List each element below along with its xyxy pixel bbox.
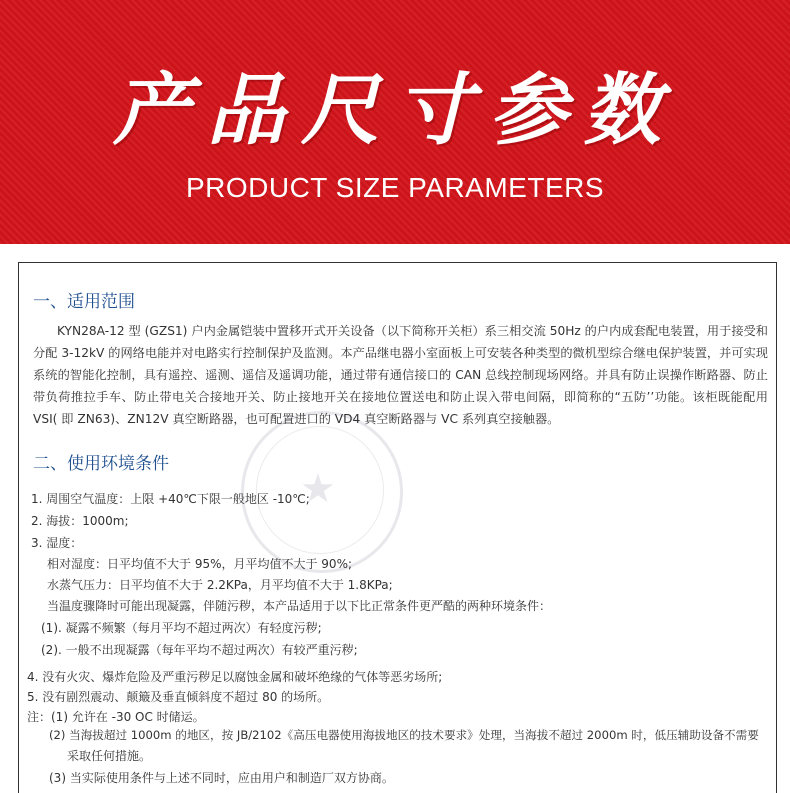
env-line-9: 4. 没有火灾、爆炸危险及严重污秽足以腐蚀金属和破坏绝缘的气体等恶劣场所; <box>27 670 443 684</box>
env-line-8: (2). 一般不出现凝露（每年平均不超过两次）有较严重污秽; <box>41 643 358 657</box>
env-line-1: 1. 周围空气温度：上限 +40℃下限一般地区 -10℃; <box>31 492 310 506</box>
env-line-4: 相对湿度：日平均值不大于 95%，月平均值不大于 90%; <box>47 557 353 571</box>
header-banner <box>0 0 790 244</box>
content-panel <box>18 262 777 793</box>
env-line-7: (1). 凝露不频繁（每月平均不超过两次）有轻度污秽; <box>41 621 322 635</box>
banner-title: 产品尺寸参数 <box>112 65 677 156</box>
env-line-3: 3. 湿度： <box>31 536 83 550</box>
section-heading-scope: 一、适用范围 <box>33 292 135 312</box>
env-line-5: 水蒸气压力：日平均值不大于 2.2KPa，月平均值不大于 1.8KPa; <box>47 578 393 592</box>
section-heading-environment: 二、使用环境条件 <box>33 454 169 474</box>
env-line-11: 注：(1) 允许在 -30 OC 时储运。 <box>27 710 205 724</box>
scope-paragraph: KYN28A-12 型 (GZS1) 户内金属铠装中置移开式开关设备（以下简称开关柜）系三相交流 50Hz 的户内成套配电装置，用于接受和分配 3-12kV 的网络电能并对电路实行控制保护及监测。本产品继电器小室面板上可安装各种类型的微机型综合继电保护装置，并可实现系统的智能化控制，具有遥控、遥测、遥信及遥调功能，通过带有通信接口的 CAN 总线控制现场网络。并具有防止误操作断路器、防止带负荷推拉手车、防止带电关合接地开关、防止接地开关在接地位置送电和防止误入带电间隔，即简称的“五防’’功能。该柜既能配用 VSI( 即 ZN63)、ZN12V 真空断路器，也可配置进口的 VD4 真空断路器与 VC 系列真空接触器。 <box>33 324 768 426</box>
env-line-10: 5. 没有剧烈震动、颠簸及垂直倾斜度不超过 80 的场所。 <box>27 690 330 704</box>
env-line-6: 当温度骤降时可能出现凝露，伴随污秽，本产品适用于以下比正常条件更严酷的两种环境条件： <box>47 599 552 613</box>
env-line-2: 2. 海拔：1000m; <box>31 514 129 528</box>
env-line-14: (3) 当实际使用条件与上述不同时，应由用户和制造厂双方协商。 <box>49 771 394 785</box>
watermark-seal: ★ <box>241 411 403 573</box>
env-line-12: (2) 当海拔超过 1000m 的地区，按 JB/2102《高压电器使用海拔地区的技术要求》处理，当海拔不超过 2000m 时，低压辅助设备不需要 <box>49 728 759 742</box>
env-line-13: 采取任何措施。 <box>67 749 152 763</box>
banner-subtitle: PRODUCT SIZE PARAMETERS <box>185 172 605 203</box>
